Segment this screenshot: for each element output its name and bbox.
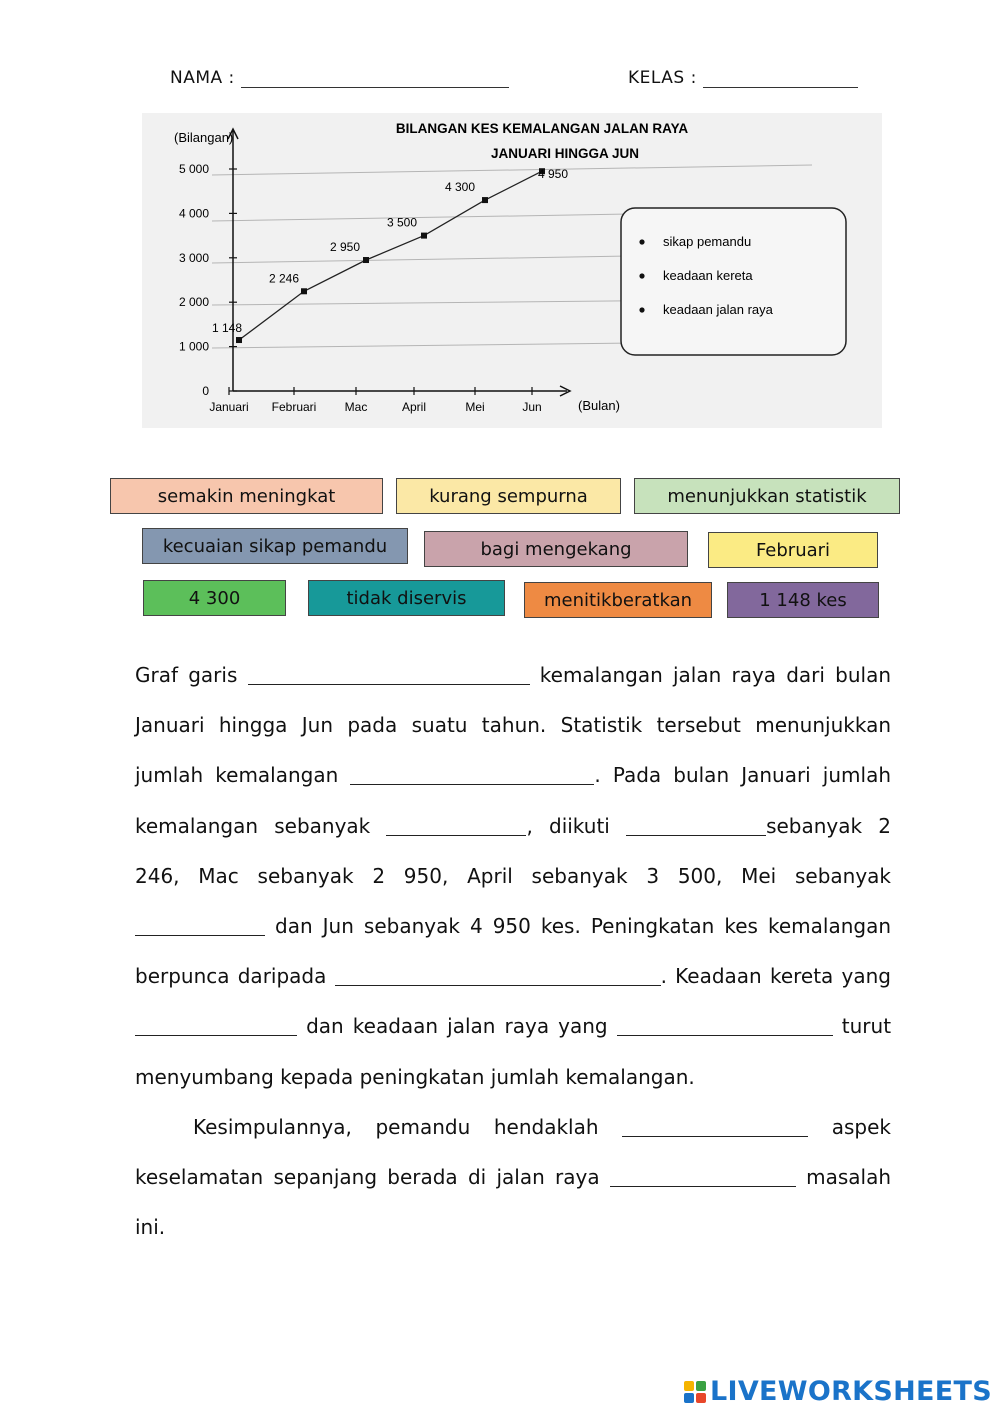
legend-item: keadaan jalan raya [663,302,773,317]
passage-text: Graf garis [135,663,238,687]
brand-text: LIVEWORKSHEETS [709,1376,992,1407]
y-tick-label: 0 [202,384,209,398]
liveworksheets-brand [684,1376,992,1407]
word-chip[interactable]: menunjukkan statistik [634,478,900,514]
liveworksheets-logo-icon [684,1381,706,1403]
cloze-passage [135,650,891,1252]
word-chip[interactable]: Februari [708,532,878,568]
y-tick-label: 4 000 [178,206,209,221]
word-chip[interactable]: menitikberatkan [524,582,712,618]
x-tick-label: Mei [465,400,485,414]
nama-input-line[interactable] [241,71,509,88]
passage-text: turut menyumbang kepada peningkatan jumlah kemalangan. [135,1014,892,1089]
data-point [363,257,369,263]
gridline [212,165,812,175]
blank-9[interactable] [622,1114,808,1137]
data-label: 2 246 [268,271,300,286]
blank-7[interactable] [135,1013,297,1036]
word-chip[interactable]: 1 148 kes [727,582,879,618]
x-tick-label: Januari [209,400,249,414]
y-axis-label: (Bilangan) [174,130,234,145]
kelas-field [628,68,858,88]
y-tick-label: 2 000 [178,295,209,310]
legend-bullet [639,239,644,244]
word-chip[interactable]: bagi mengekang [424,531,688,567]
passage-text: Statistik tersebut menunjukkan jumlah kemalangan [135,713,892,788]
passage-text: , diikuti [526,813,610,838]
series-line [239,171,542,340]
blank-10[interactable] [610,1164,796,1187]
data-point [482,197,488,203]
word-chip[interactable]: semakin meningkat [110,478,383,514]
chart-title: BILANGAN KES KEMALANGAN JALAN RAYA [395,121,689,136]
blank-3[interactable] [386,813,526,836]
legend-bullet [639,307,644,312]
nama-label: NAMA : [170,68,235,88]
blank-6[interactable] [335,963,661,986]
accident-line-chart [142,113,882,428]
legend-item: keadaan kereta [663,268,753,283]
passage-text: . Keadaan kereta yang [660,964,891,989]
legend-item: sikap pemandu [663,234,752,249]
x-tick-label: Mac [344,400,368,414]
data-point [301,288,307,294]
blank-4[interactable] [626,813,766,836]
y-tick-label: 1 000 [178,339,209,354]
blank-1[interactable] [248,662,530,685]
x-axis-label: (Bulan) [578,398,620,413]
legend-bullet [639,273,644,278]
data-point [421,233,427,239]
data-point [236,337,242,343]
passage-text: dan keadaan jalan raya yang [306,1014,608,1039]
x-tick-label: April [401,400,427,414]
nama-field [170,68,509,88]
passage-text: sebanyak 2 246, Mac sebanyak 2 950, April sebanyak 3 500, Mei sebanyak [135,813,892,888]
data-label: 4 300 [444,180,476,195]
data-label: 4 950 [537,167,569,182]
word-chip[interactable]: 4 300 [143,580,286,616]
blank-2[interactable] [350,762,594,785]
x-tick-label: Jun [522,400,542,414]
data-label: 3 500 [386,215,418,230]
y-tick-label: 5 000 [178,162,209,176]
y-tick-label: 3 000 [178,250,209,265]
kelas-input-line[interactable] [703,71,858,88]
data-label: 1 148 [211,321,243,336]
passage-text: masalah ini. [135,1165,892,1240]
chart-svg [142,113,882,428]
blank-5[interactable] [135,913,265,936]
chart-subtitle: JANUARI HINGGA JUN [490,146,640,161]
kelas-label: KELAS : [628,68,697,88]
word-chip[interactable]: kecuaian sikap pemandu [142,528,408,564]
passage-text: Kesimpulannya, pemandu hendaklah [193,1114,599,1139]
passage-text: aspek keselamatan sepanjang berada di jalan raya [135,1114,892,1190]
passage-text: dan Jun sebanyak 4 950 kes. Peningkatan kes kemalangan berpunca daripada [135,914,891,989]
x-tick-label: Februari [271,400,317,414]
passage-text: kemalangan jalan raya dari bulan Januari hingga Jun pada suatu tahun. [135,663,892,738]
word-chip[interactable]: kurang sempurna [396,478,621,514]
data-label: 2 950 [329,240,361,255]
word-chip[interactable]: tidak diservis [308,580,505,616]
blank-8[interactable] [617,1013,833,1036]
passage-text: . Pada bulan Januari jumlah kemalangan sebanyak [135,763,892,838]
